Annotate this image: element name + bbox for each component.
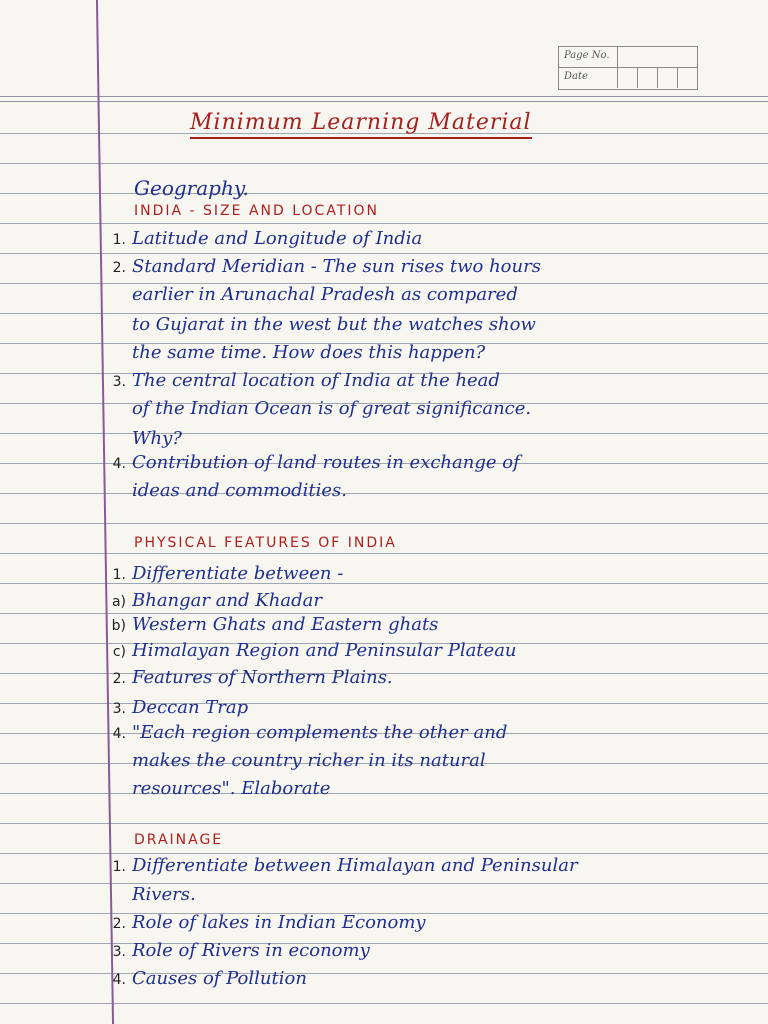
note-line: resources". Elaborate (132, 778, 331, 799)
note-line: Bhangar and Khadar (132, 590, 322, 611)
item-number: 1. (112, 567, 126, 583)
item-number: 2. (112, 260, 126, 276)
note-line: ideas and commodities. (132, 480, 347, 501)
item-number: b) (111, 618, 126, 634)
item-number: 4. (112, 972, 126, 988)
page-title: Minimum Learning Material (190, 110, 532, 139)
note-line: Deccan Trap (132, 697, 249, 718)
note-line: "Each region complements the other and (132, 722, 508, 743)
item-number: 3. (112, 374, 126, 390)
item-number: 1. (112, 232, 126, 248)
item-number: 3. (112, 944, 126, 960)
page-no-label: Page No. (564, 50, 610, 61)
note-line: Contribution of land routes in exchange of (132, 452, 520, 473)
page-no-row (559, 47, 697, 68)
note-line: Western Ghats and Eastern ghats (132, 614, 439, 635)
section-heading: INDIA - SIZE AND LOCATION (134, 203, 379, 219)
note-line: Standard Meridian - The sun rises two hours (132, 256, 541, 277)
item-number: 2. (112, 671, 126, 687)
page-date-box (558, 46, 698, 90)
note-line: Why? (132, 428, 182, 449)
note-line: Causes of Pollution (132, 968, 307, 989)
page-no-field (617, 47, 698, 67)
item-number: 4. (112, 456, 126, 472)
note-line: Rivers. (132, 884, 196, 905)
note-line: Latitude and Longitude of India (132, 228, 423, 249)
note-line: the same time. How does this happen? (132, 342, 486, 363)
note-line: makes the country richer in its natural (132, 750, 486, 771)
date-row (559, 68, 697, 88)
note-line: to Gujarat in the west but the watches show (132, 314, 536, 335)
item-number: 3. (112, 701, 126, 717)
date-field-4 (677, 68, 698, 88)
note-line: The central location of India at the head (132, 370, 500, 391)
note-line: Role of Rivers in economy (132, 940, 370, 961)
item-number: 2. (112, 916, 126, 932)
section-heading: DRAINAGE (134, 832, 224, 848)
date-field-3 (657, 68, 678, 88)
note-line: of the Indian Ocean is of great significance. (132, 398, 532, 419)
item-number: 1. (112, 859, 126, 875)
date-label: Date (564, 71, 588, 82)
note-line: earlier in Arunachal Pradesh as compared (132, 284, 518, 305)
subject-heading: Geography. (134, 176, 249, 200)
note-line: Himalayan Region and Peninsular Plateau (132, 640, 517, 661)
date-field-2 (637, 68, 658, 88)
note-line: Differentiate between Himalayan and Peninsular (132, 855, 578, 876)
note-line: Features of Northern Plains. (132, 667, 393, 688)
note-line: Role of lakes in Indian Economy (132, 912, 426, 933)
note-line: Differentiate between - (132, 563, 344, 584)
item-number: a) (111, 594, 126, 610)
header-rule-bottom (0, 101, 768, 102)
header-rule-top (0, 96, 768, 97)
date-field-1 (617, 68, 638, 88)
item-number: c) (112, 644, 126, 660)
section-heading: PHYSICAL FEATURES OF INDIA (134, 535, 397, 551)
item-number: 4. (112, 726, 126, 742)
